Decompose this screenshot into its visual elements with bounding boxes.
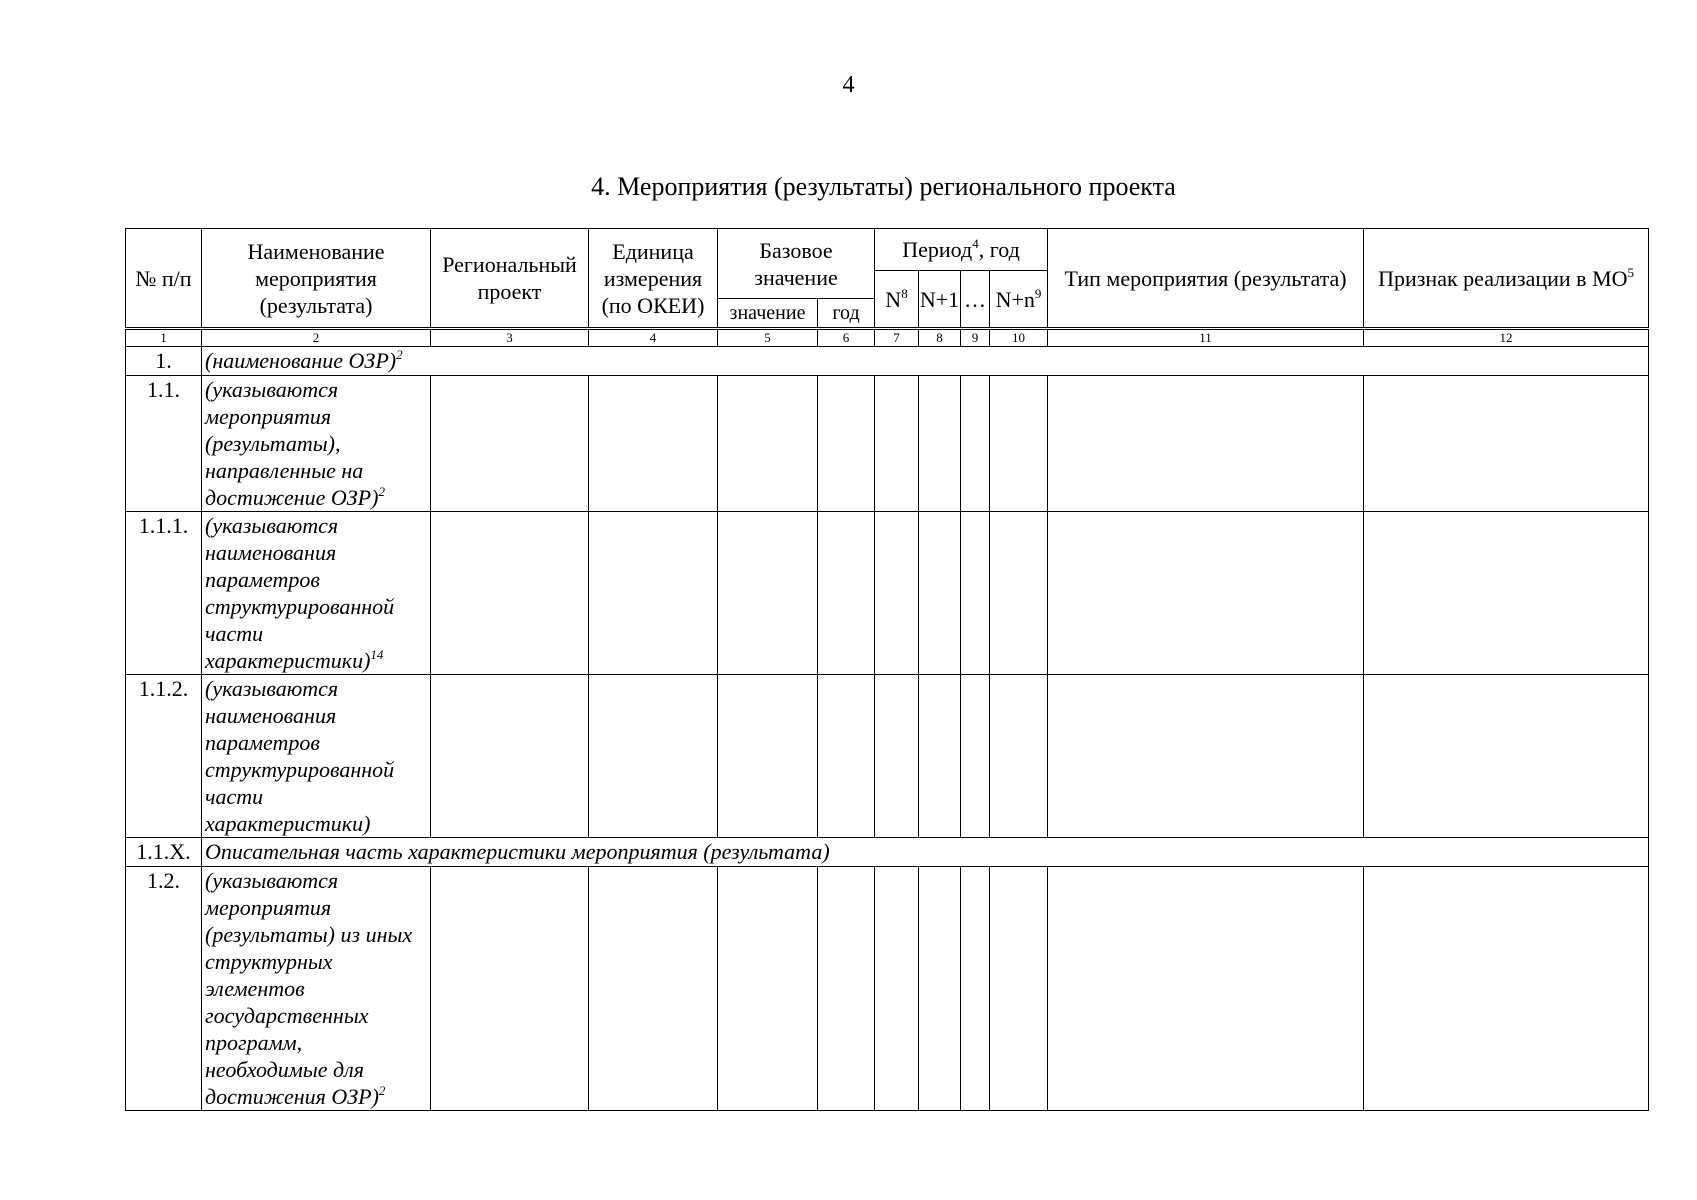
header-number: № п/п	[126, 229, 202, 329]
empty-cell	[961, 867, 990, 1111]
table-row	[126, 867, 1649, 1111]
row-text-label: (указываются наименования параметров структурированной части характеристики)	[205, 676, 395, 836]
row-index: 1.2.	[126, 867, 202, 1111]
header-period-sup: 4	[972, 236, 979, 251]
column-number: 5	[718, 329, 818, 347]
column-number: 10	[990, 329, 1048, 347]
empty-cell	[589, 376, 718, 512]
empty-cell	[1364, 512, 1649, 675]
row-text-label: (указываются мероприятия (результаты) из иных структурных элементов государственных программ, необходимые для достижения ОЗР)	[205, 868, 413, 1109]
row-footnote: 14	[370, 647, 384, 662]
header-base-value: Базовое значение	[718, 229, 875, 299]
table-row	[126, 512, 1649, 675]
empty-cell	[431, 512, 589, 675]
header-period-nn	[990, 271, 1048, 329]
row-footnote: 2	[378, 1083, 386, 1098]
empty-cell	[589, 675, 718, 838]
column-number: 2	[202, 329, 431, 347]
header-period-n1: N+1	[919, 271, 961, 329]
page-number: 4	[842, 72, 855, 98]
table-row	[126, 838, 1649, 867]
row-footnote: 2	[378, 484, 385, 499]
empty-cell	[718, 867, 818, 1111]
row-index: 1.1.X.	[126, 838, 202, 867]
row-text-label: (указываются наименования параметров структурированной части характеристики)	[205, 513, 395, 673]
row-index: 1.	[126, 347, 202, 376]
row-text	[202, 675, 431, 838]
empty-cell	[1364, 867, 1649, 1111]
empty-cell	[1364, 376, 1649, 512]
row-index: 1.1.	[126, 376, 202, 512]
empty-cell	[990, 512, 1048, 675]
empty-cell	[718, 376, 818, 512]
header-period-ellipsis: …	[961, 271, 990, 329]
table-row	[126, 376, 1649, 512]
row-text	[202, 512, 431, 675]
column-number: 3	[431, 329, 589, 347]
empty-cell	[961, 512, 990, 675]
header-event-type: Тип мероприятия (результата)	[1048, 229, 1364, 329]
empty-cell	[431, 867, 589, 1111]
empty-cell	[1048, 867, 1364, 1111]
empty-cell	[875, 867, 919, 1111]
row-index: 1.1.2.	[126, 675, 202, 838]
empty-cell	[818, 867, 875, 1111]
header-regional-project: Региональный проект	[431, 229, 589, 329]
header-base-value-year: год	[818, 299, 875, 329]
header-event-name: Наименование мероприятия (результата)	[202, 229, 431, 329]
table-row	[126, 347, 1649, 376]
row-text-label: (наименование ОЗР)	[205, 348, 397, 373]
row-text	[202, 838, 1649, 867]
column-number: 7	[875, 329, 919, 347]
row-index: 1.1.1.	[126, 512, 202, 675]
empty-cell	[990, 376, 1048, 512]
column-numbers-row	[126, 329, 1649, 347]
empty-cell	[919, 867, 961, 1111]
empty-cell	[919, 675, 961, 838]
empty-cell	[589, 512, 718, 675]
header-period-n	[875, 271, 919, 329]
empty-cell	[431, 376, 589, 512]
section-title: 4. Мероприятия (результаты) регионального проекта	[591, 172, 1176, 201]
empty-cell	[431, 675, 589, 838]
column-number: 6	[818, 329, 875, 347]
header-mo-sign	[1364, 229, 1649, 329]
empty-cell	[718, 512, 818, 675]
column-number: 12	[1364, 329, 1649, 347]
empty-cell	[1048, 376, 1364, 512]
empty-cell	[919, 376, 961, 512]
empty-cell	[718, 675, 818, 838]
column-number: 11	[1048, 329, 1364, 347]
empty-cell	[990, 867, 1048, 1111]
empty-cell	[961, 376, 990, 512]
empty-cell	[818, 675, 875, 838]
empty-cell	[1048, 675, 1364, 838]
header-period-suffix: , год	[978, 237, 1020, 262]
header-period-label: Период	[902, 237, 973, 262]
header-base-value-value: значение	[718, 299, 818, 329]
empty-cell	[589, 867, 718, 1111]
header-period-n-label: N	[885, 286, 902, 312]
empty-cell	[1048, 512, 1364, 675]
header-period-nn-label: N+n	[995, 286, 1035, 312]
column-number: 1	[126, 329, 202, 347]
header-mo-sign-sup: 5	[1627, 264, 1635, 280]
empty-cell	[919, 512, 961, 675]
empty-cell	[875, 512, 919, 675]
empty-cell	[990, 675, 1048, 838]
empty-cell	[875, 675, 919, 838]
empty-cell	[875, 376, 919, 512]
empty-cell	[818, 376, 875, 512]
column-number: 9	[961, 329, 990, 347]
header-unit: Единица измерения (по ОКЕИ)	[589, 229, 718, 329]
row-text	[202, 867, 431, 1111]
empty-cell	[1364, 675, 1649, 838]
table-row	[126, 675, 1649, 838]
row-footnote: 2	[396, 347, 403, 362]
column-number: 4	[589, 329, 718, 347]
empty-cell	[961, 675, 990, 838]
column-number: 8	[919, 329, 961, 347]
header-mo-sign-label: Признак реализации в МО	[1378, 265, 1628, 291]
header-period	[875, 229, 1048, 271]
row-text-label: Описательная часть характеристики мероприятия (результата)	[205, 839, 830, 864]
header-period-n-sup: 8	[901, 285, 908, 301]
header-period-nn-sup: 9	[1034, 285, 1042, 301]
row-text	[202, 376, 431, 512]
empty-cell	[818, 512, 875, 675]
events-table	[125, 228, 1649, 1111]
row-text	[202, 347, 1649, 376]
row-text-label: (указываются мероприятия (результаты), направленные на достижение ОЗР)	[205, 377, 379, 510]
